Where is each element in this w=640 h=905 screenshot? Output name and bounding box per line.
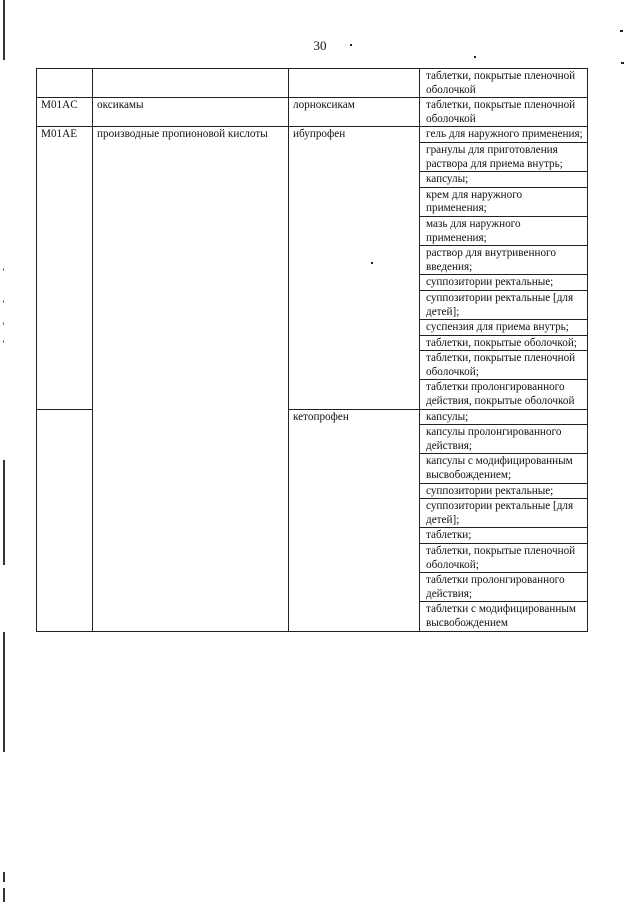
dosage-form-cell: суппозитории ректальные [для детей];	[420, 290, 588, 319]
dosage-form-cell: таблетки пролонгированного действия;	[420, 573, 588, 602]
page-number: 30	[313, 38, 327, 53]
drug-cell: лорноксикам	[289, 98, 420, 127]
dosage-form-cell: таблетки, покрытые оболочкой;	[420, 335, 588, 351]
atc-code-cell	[37, 409, 93, 631]
scan-speck	[350, 44, 352, 46]
scan-margin-line	[3, 460, 5, 565]
dosage-form-cell: таблетки с модифицированным высвобождением	[420, 602, 588, 631]
dosage-form-cell: раствор для внутривенного введения;	[420, 246, 588, 275]
scan-margin-line	[3, 872, 5, 882]
table-row	[37, 98, 588, 127]
dosage-form-cell: суппозитории ректальные;	[420, 275, 588, 291]
dosage-form-cell: мазь для наружного применения;	[420, 216, 588, 245]
scan-margin-line	[3, 888, 5, 902]
group-cell: производные пропионовой кислоты	[93, 127, 289, 631]
dosage-form-cell: таблетки, покрытые пленочной оболочкой;	[420, 351, 588, 380]
dosage-form-cell: капсулы пролонгированного действия;	[420, 425, 588, 454]
dosage-form-cell: таблетки пролонгированного действия, покрытые оболочкой	[420, 380, 588, 409]
dosage-form-cell: таблетки, покрытые пленочной оболочкой	[420, 69, 588, 98]
dosage-form-cell: гранулы для приготовления раствора для приема внутрь;	[420, 142, 588, 171]
dosage-form-cell: таблетки;	[420, 528, 588, 544]
dosage-form-cell: суппозитории ректальные;	[420, 483, 588, 499]
scan-margin-dash	[3, 340, 4, 343]
dosage-form-cell: капсулы;	[420, 172, 588, 188]
dosage-form-cell: таблетки, покрытые пленочной оболочкой	[420, 98, 588, 127]
atc-code-cell	[37, 69, 93, 98]
dosage-form-cell: таблетки, покрытые пленочной оболочкой;	[420, 544, 588, 573]
table-row	[37, 69, 588, 98]
dosage-form-cell: крем для наружного применения;	[420, 187, 588, 216]
atc-code-cell: M01AC	[37, 98, 93, 127]
table-row	[37, 127, 588, 143]
scan-margin-dash	[3, 322, 4, 325]
dosage-form-cell: капсулы;	[420, 409, 588, 425]
drug-cell	[289, 69, 420, 98]
atc-code-cell: M01AE	[37, 127, 93, 409]
dosage-form-cell: гель для наружного применения;	[420, 127, 588, 143]
scan-speck	[621, 62, 624, 64]
group-cell: оксикамы	[93, 98, 289, 127]
scan-margin-dash	[3, 268, 4, 271]
dosage-form-cell: капсулы с модифицированным высвобождением;	[420, 454, 588, 483]
group-cell	[93, 69, 289, 98]
drug-cell: кетопрофен	[289, 409, 420, 631]
dosage-form-cell: суппозитории ректальные [для детей];	[420, 499, 588, 528]
dosage-form-cell: суспензия для приема внутрь;	[420, 320, 588, 336]
scan-speck	[474, 56, 476, 58]
scan-margin-dash	[3, 300, 4, 303]
scan-speck	[620, 30, 623, 32]
scan-margin-line	[3, 632, 5, 752]
drug-table	[36, 68, 588, 632]
scan-margin-line	[3, 0, 5, 60]
drug-cell: ибупрофен	[289, 127, 420, 409]
